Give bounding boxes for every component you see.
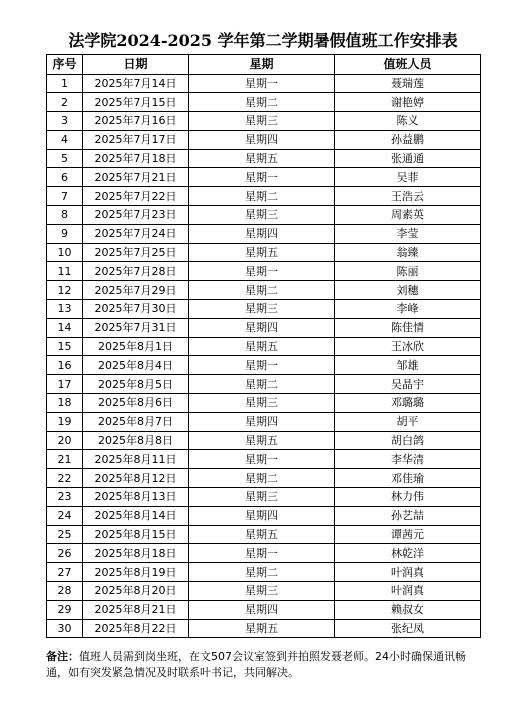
table-row bbox=[47, 74, 481, 93]
cell-index: 21 bbox=[47, 450, 83, 469]
cell-weekday: 星期五 bbox=[189, 243, 335, 262]
cell-weekday: 星期一 bbox=[189, 168, 335, 187]
cell-weekday: 星期二 bbox=[189, 375, 335, 394]
cell-index: 30 bbox=[47, 619, 83, 638]
table-row bbox=[47, 582, 481, 601]
cell-staff: 李峰 bbox=[335, 300, 481, 319]
cell-staff: 邹雄 bbox=[335, 356, 481, 375]
table-row bbox=[47, 412, 481, 431]
cell-staff: 叶润真 bbox=[335, 563, 481, 582]
table-row bbox=[47, 130, 481, 149]
table-row bbox=[47, 337, 481, 356]
table-row bbox=[47, 224, 481, 243]
cell-staff: 陈丽 bbox=[335, 262, 481, 281]
cell-index: 18 bbox=[47, 394, 83, 413]
table-row bbox=[47, 394, 481, 413]
table-body bbox=[47, 74, 481, 638]
cell-date: 2025年7月21日 bbox=[83, 168, 189, 187]
cell-index: 10 bbox=[47, 243, 83, 262]
cell-weekday: 星期二 bbox=[189, 469, 335, 488]
cell-staff: 刘穗 bbox=[335, 281, 481, 300]
cell-staff: 邓佳瑜 bbox=[335, 469, 481, 488]
cell-date: 2025年7月25日 bbox=[83, 243, 189, 262]
cell-index: 4 bbox=[47, 130, 83, 149]
cell-staff: 陈佳情 bbox=[335, 318, 481, 337]
cell-date: 2025年8月5日 bbox=[83, 375, 189, 394]
cell-staff: 陈义 bbox=[335, 112, 481, 131]
cell-staff: 李华清 bbox=[335, 450, 481, 469]
header-staff: 值班人员 bbox=[335, 55, 481, 75]
cell-index: 22 bbox=[47, 469, 83, 488]
cell-date: 2025年8月13日 bbox=[83, 488, 189, 507]
cell-staff: 孙益鹏 bbox=[335, 130, 481, 149]
header-index: 序号 bbox=[47, 55, 83, 75]
cell-staff: 林力伟 bbox=[335, 488, 481, 507]
cell-date: 2025年8月15日 bbox=[83, 525, 189, 544]
cell-index: 28 bbox=[47, 582, 83, 601]
cell-date: 2025年7月30日 bbox=[83, 300, 189, 319]
cell-staff: 叶润真 bbox=[335, 582, 481, 601]
cell-weekday: 星期一 bbox=[189, 450, 335, 469]
cell-staff: 谭茜元 bbox=[335, 525, 481, 544]
table-row bbox=[47, 281, 481, 300]
cell-staff: 胡白鸽 bbox=[335, 431, 481, 450]
table-row bbox=[47, 469, 481, 488]
cell-weekday: 星期三 bbox=[189, 394, 335, 413]
cell-index: 23 bbox=[47, 488, 83, 507]
cell-date: 2025年8月4日 bbox=[83, 356, 189, 375]
cell-date: 2025年7月14日 bbox=[83, 74, 189, 93]
cell-index: 8 bbox=[47, 206, 83, 225]
cell-weekday: 星期一 bbox=[189, 262, 335, 281]
cell-staff: 赖叔女 bbox=[335, 600, 481, 619]
cell-date: 2025年7月29日 bbox=[83, 281, 189, 300]
cell-date: 2025年7月31日 bbox=[83, 318, 189, 337]
cell-date: 2025年7月15日 bbox=[83, 93, 189, 112]
table-row bbox=[47, 619, 481, 638]
cell-weekday: 星期四 bbox=[189, 412, 335, 431]
cell-date: 2025年7月22日 bbox=[83, 187, 189, 206]
table-row bbox=[47, 300, 481, 319]
cell-date: 2025年7月23日 bbox=[83, 206, 189, 225]
remark-note bbox=[46, 649, 486, 681]
table-header-row bbox=[47, 55, 481, 75]
cell-index: 1 bbox=[47, 74, 83, 93]
cell-weekday: 星期二 bbox=[189, 187, 335, 206]
header-weekday: 星期 bbox=[189, 55, 335, 75]
cell-index: 15 bbox=[47, 337, 83, 356]
table-row bbox=[47, 187, 481, 206]
cell-weekday: 星期二 bbox=[189, 93, 335, 112]
cell-date: 2025年7月24日 bbox=[83, 224, 189, 243]
cell-weekday: 星期三 bbox=[189, 300, 335, 319]
cell-index: 14 bbox=[47, 318, 83, 337]
cell-index: 17 bbox=[47, 375, 83, 394]
cell-weekday: 星期二 bbox=[189, 281, 335, 300]
cell-staff: 林乾洋 bbox=[335, 544, 481, 563]
cell-date: 2025年8月12日 bbox=[83, 469, 189, 488]
cell-index: 7 bbox=[47, 187, 83, 206]
cell-weekday: 星期五 bbox=[189, 525, 335, 544]
cell-staff: 聂瑞莲 bbox=[335, 74, 481, 93]
cell-date: 2025年8月6日 bbox=[83, 394, 189, 413]
cell-weekday: 星期一 bbox=[189, 356, 335, 375]
cell-staff: 胡平 bbox=[335, 412, 481, 431]
cell-date: 2025年8月1日 bbox=[83, 337, 189, 356]
cell-date: 2025年8月21日 bbox=[83, 600, 189, 619]
cell-index: 19 bbox=[47, 412, 83, 431]
cell-staff: 张通通 bbox=[335, 149, 481, 168]
cell-weekday: 星期四 bbox=[189, 506, 335, 525]
cell-date: 2025年8月20日 bbox=[83, 582, 189, 601]
cell-weekday: 星期四 bbox=[189, 600, 335, 619]
cell-weekday: 星期五 bbox=[189, 149, 335, 168]
cell-date: 2025年7月18日 bbox=[83, 149, 189, 168]
cell-index: 6 bbox=[47, 168, 83, 187]
cell-index: 13 bbox=[47, 300, 83, 319]
table-row bbox=[47, 262, 481, 281]
cell-staff: 翁臻 bbox=[335, 243, 481, 262]
table-row bbox=[47, 168, 481, 187]
cell-staff: 吴菲 bbox=[335, 168, 481, 187]
cell-weekday: 星期二 bbox=[189, 563, 335, 582]
table-row bbox=[47, 525, 481, 544]
cell-date: 2025年7月17日 bbox=[83, 130, 189, 149]
cell-staff: 吴晶宇 bbox=[335, 375, 481, 394]
table-row bbox=[47, 431, 481, 450]
cell-weekday: 星期一 bbox=[189, 544, 335, 563]
table-row bbox=[47, 112, 481, 131]
cell-staff: 谢艳婷 bbox=[335, 93, 481, 112]
cell-index: 2 bbox=[47, 93, 83, 112]
remark-text: 值班人员需到岗坐班，在文507会议室签到并拍照发聂老师。24小时确保通讯畅通，如有突发紧急情况及时联系叶书记，共同解决。 bbox=[46, 650, 466, 679]
cell-weekday: 星期三 bbox=[189, 112, 335, 131]
table-row bbox=[47, 544, 481, 563]
cell-date: 2025年8月22日 bbox=[83, 619, 189, 638]
cell-staff: 孙艺喆 bbox=[335, 506, 481, 525]
cell-staff: 张纪凤 bbox=[335, 619, 481, 638]
cell-index: 24 bbox=[47, 506, 83, 525]
cell-weekday: 星期一 bbox=[189, 74, 335, 93]
cell-weekday: 星期四 bbox=[189, 130, 335, 149]
cell-weekday: 星期三 bbox=[189, 488, 335, 507]
header-date: 日期 bbox=[83, 55, 189, 75]
cell-index: 12 bbox=[47, 281, 83, 300]
table-row bbox=[47, 93, 481, 112]
cell-index: 25 bbox=[47, 525, 83, 544]
cell-date: 2025年8月19日 bbox=[83, 563, 189, 582]
cell-weekday: 星期五 bbox=[189, 431, 335, 450]
cell-staff: 周素英 bbox=[335, 206, 481, 225]
cell-date: 2025年8月18日 bbox=[83, 544, 189, 563]
cell-weekday: 星期四 bbox=[189, 224, 335, 243]
table-row bbox=[47, 563, 481, 582]
remark-label: 备注： bbox=[46, 650, 79, 663]
cell-weekday: 星期三 bbox=[189, 206, 335, 225]
table-row bbox=[47, 450, 481, 469]
cell-index: 9 bbox=[47, 224, 83, 243]
cell-staff: 李莹 bbox=[335, 224, 481, 243]
cell-staff: 邓璐璐 bbox=[335, 394, 481, 413]
cell-weekday: 星期五 bbox=[189, 337, 335, 356]
cell-date: 2025年8月11日 bbox=[83, 450, 189, 469]
table-row bbox=[47, 488, 481, 507]
cell-weekday: 星期三 bbox=[189, 582, 335, 601]
table-row bbox=[47, 506, 481, 525]
cell-weekday: 星期四 bbox=[189, 318, 335, 337]
cell-index: 3 bbox=[47, 112, 83, 131]
cell-index: 16 bbox=[47, 356, 83, 375]
table-row bbox=[47, 149, 481, 168]
cell-weekday: 星期五 bbox=[189, 619, 335, 638]
table-row bbox=[47, 206, 481, 225]
cell-date: 2025年7月28日 bbox=[83, 262, 189, 281]
table-row bbox=[47, 375, 481, 394]
cell-index: 26 bbox=[47, 544, 83, 563]
cell-staff: 王冰欣 bbox=[335, 337, 481, 356]
cell-date: 2025年8月14日 bbox=[83, 506, 189, 525]
cell-index: 11 bbox=[47, 262, 83, 281]
cell-staff: 王浩云 bbox=[335, 187, 481, 206]
duty-schedule-table bbox=[46, 54, 481, 638]
cell-date: 2025年7月16日 bbox=[83, 112, 189, 131]
cell-index: 20 bbox=[47, 431, 83, 450]
table-row bbox=[47, 318, 481, 337]
table-row bbox=[47, 600, 481, 619]
document-title: 法学院2024-2025 学年第二学期暑假值班工作安排表 bbox=[68, 31, 458, 50]
cell-index: 5 bbox=[47, 149, 83, 168]
cell-date: 2025年8月7日 bbox=[83, 412, 189, 431]
cell-date: 2025年8月8日 bbox=[83, 431, 189, 450]
table-row bbox=[47, 243, 481, 262]
cell-index: 27 bbox=[47, 563, 83, 582]
table-row bbox=[47, 356, 481, 375]
cell-index: 29 bbox=[47, 600, 83, 619]
